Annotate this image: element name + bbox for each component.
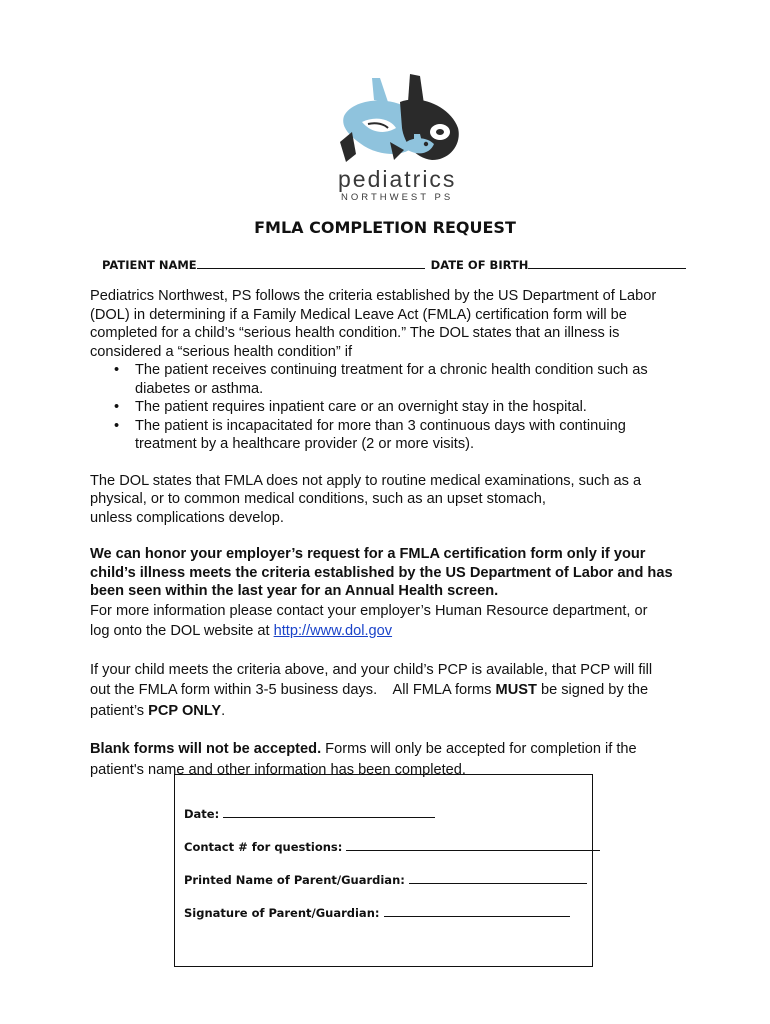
dol-website-link[interactable]: http://www.dol.gov	[273, 623, 393, 639]
signature-label: Signature of Parent/Guardian:	[184, 906, 380, 920]
criteria-item: • The patient requires inpatient care or an overnight stay in the hospital.	[135, 398, 690, 417]
must-emphasis: MUST	[495, 682, 537, 698]
dol-note-line: physical, or to common medical conditions, such as an upset stomach,	[90, 491, 546, 507]
criteria-item: • The patient receives continuing treatment for a chronic health condition such as diabetes or asthma.	[135, 361, 690, 398]
honor-bold-text: We can honor your employer’s request for a FMLA certification form only if your child’s illness meets the criteria established by the US Department of Labor and has been seen within the last year for an Annual Health screen.	[90, 546, 673, 599]
contact-field[interactable]	[346, 839, 600, 851]
dob-field[interactable]	[528, 257, 686, 269]
pcp-line: If your child meets the criteria above, and your child’s PCP is available, that PCP will fill	[90, 661, 653, 678]
signature-row	[184, 905, 576, 920]
pediatrics-northwest-logo	[322, 72, 462, 202]
pcp-line-end: .	[221, 702, 226, 719]
document-body	[90, 287, 690, 780]
criteria-list	[90, 361, 690, 454]
orca-whales-icon	[330, 72, 462, 168]
contact-row	[184, 839, 606, 854]
dob-label: DATE OF BIRTH	[430, 258, 529, 272]
pcp-paragraph	[90, 660, 690, 722]
contact-hr-line: For more information please contact your employer’s Human Resource department, or	[90, 602, 648, 619]
dol-website-prefix: log onto the DOL website at	[90, 623, 274, 639]
dol-note-line: The DOL states that FMLA does not apply to routine medical examinations, such as a	[90, 472, 642, 489]
printed-name-row	[184, 872, 593, 887]
dol-note-paragraph	[90, 472, 690, 528]
dol-note-line: unless complications develop.	[90, 509, 284, 526]
date-field[interactable]	[223, 806, 435, 818]
parent-info-box	[174, 774, 593, 967]
patient-info-line	[102, 257, 686, 272]
dol-contact-paragraph	[90, 601, 690, 642]
logo-subtitle: NORTHWEST PS	[341, 192, 454, 203]
logo-name: pediatrics	[338, 166, 457, 192]
printed-name-label: Printed Name of Parent/Guardian:	[184, 873, 405, 887]
printed-name-field[interactable]	[409, 872, 587, 884]
blank-forms-text: Forms will only be accepted for completion if the patient's name and other information has been completed.	[90, 741, 637, 778]
signature-field[interactable]	[384, 905, 570, 917]
contact-label: Contact # for questions:	[184, 840, 343, 854]
pcp-line-suffix: be signed by the	[536, 682, 649, 698]
patient-name-field[interactable]	[197, 257, 425, 269]
honor-paragraph	[90, 545, 690, 601]
pcp-only-emphasis: PCP ONLY	[148, 702, 222, 719]
criteria-item: • The patient is incapacitated for more than 3 continuous days with continuing treatment by a healthcare provider (2 or more visits).	[135, 417, 690, 454]
patient-name-label: PATIENT NAME	[102, 258, 197, 272]
pcp-line: out the FMLA form within 3-5 business days. All FMLA forms	[90, 682, 496, 698]
intro-paragraph: Pediatrics Northwest, PS follows the criteria established by the US Department of Labor (DOL) in determining if a Family Medical Leave Act (FMLA) certification form will be completed for a child’s “serious health condition.” The DOL states that an illness is considered a “serious health condition” if	[90, 288, 657, 360]
date-label: Date:	[184, 807, 220, 821]
pcp-line: patient’s	[90, 702, 149, 719]
date-row	[184, 806, 441, 821]
page-title: FMLA COMPLETION REQUEST	[254, 218, 516, 237]
blank-forms-warning: Blank forms will not be accepted.	[90, 741, 322, 757]
